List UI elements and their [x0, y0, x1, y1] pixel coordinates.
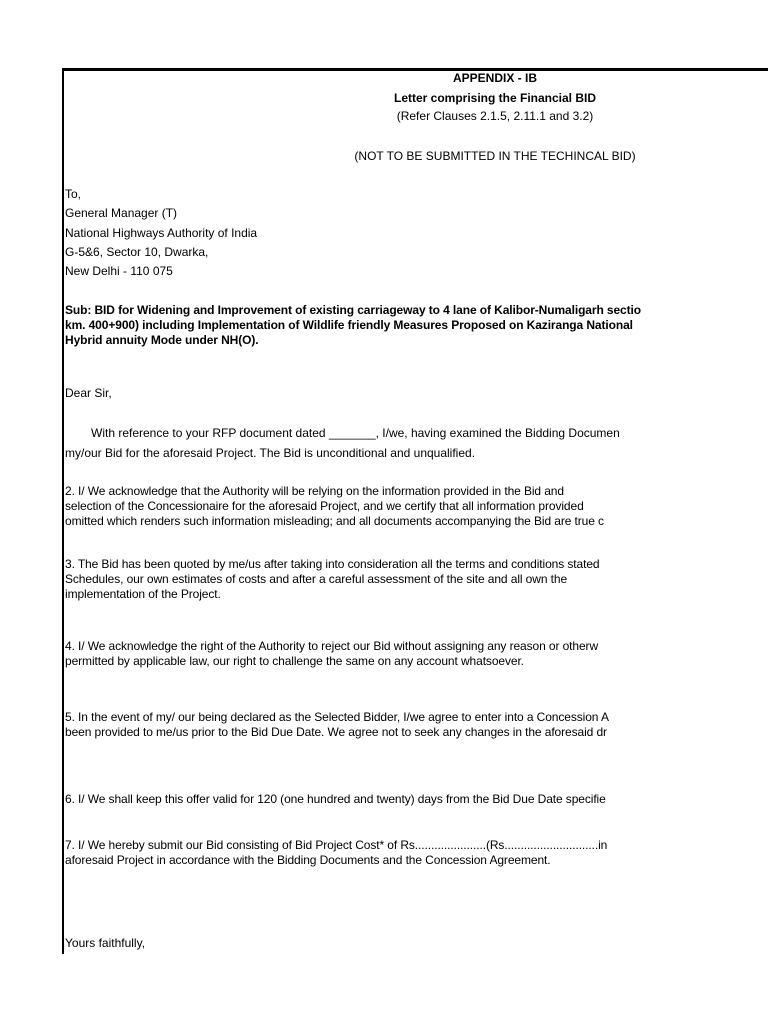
closing-line: Yours faithfully, [65, 936, 146, 950]
paragraph-2-line: omitted which renders such information misleading; and all documents accompanying the Bid are true c [65, 514, 604, 528]
paragraph-6-line: 6. I/ We shall keep this offer valid for 120 (one hundred and twenty) days from the Bid Due Date specifie [65, 792, 606, 806]
address-line: General Manager (T) [65, 206, 178, 220]
address-line: National Highways Authority of India [65, 226, 258, 240]
clauses-reference: (Refer Clauses 2.1.5, 2.11.1 and 3.2) [396, 109, 594, 123]
paragraph-7-line: aforesaid Project in accordance with the Bidding Documents and the Concession Agreement. [65, 853, 551, 867]
salutation: Dear Sir, [65, 386, 112, 400]
paragraph-3-line: implementation of the Project. [65, 587, 221, 601]
paragraph-5-line: 5. In the event of my/ our being declared as the Selected Bidder, I/we agree to enter into a Concession A [65, 710, 609, 724]
letter-title: Letter comprising the Financial BID [393, 91, 597, 105]
paragraph-7-line: 7. I/ We hereby submit our Bid consisting of Bid Project Cost* of Rs......................(Rs.............................in [65, 838, 608, 852]
paragraph-2-line: 2. I/ We acknowledge that the Authority will be relying on the information provided in the Bid and [65, 484, 564, 498]
paragraph-3-line: Schedules, our own estimates of costs and after a careful assessment of the site and all own the [65, 572, 568, 586]
paragraph-2-line: selection of the Concessionaire for the aforesaid Project, and we certify that all information provided [65, 499, 584, 513]
document-sheet [62, 68, 768, 954]
paragraph-4-line: permitted by applicable law, our right to challenge the same on any account whatsoever. [65, 654, 524, 668]
address-to: To, [65, 187, 82, 201]
paragraph-4-line: 4. I/ We acknowledge the right of the Authority to reject our Bid without assigning any reason or otherw [65, 639, 599, 653]
address-line: New Delhi - 110 075 [65, 264, 173, 278]
subject-line: Hybrid annuity Mode under NH(O). [65, 333, 259, 347]
paragraph-1-line: With reference to your RFP document dated _______, I/we, having examined the Bidding Documen [91, 426, 620, 440]
not-technical-note: (NOT TO BE SUBMITTED IN THE TECHINCAL BID) [354, 149, 636, 163]
paragraph-3-line: 3. The Bid has been quoted by me/us after taking into consideration all the terms and conditions stated [65, 557, 600, 571]
paragraph-1-line: my/our Bid for the aforesaid Project. The Bid is unconditional and unqualified. [65, 446, 476, 460]
subject-line: km. 400+900) including Implementation of Wildlife friendly Measures Proposed on Kaziranga National [65, 318, 633, 332]
subject-line: Sub: BID for Widening and Improvement of existing carriageway to 4 lane of Kalibor-Numaligarh sectio [65, 303, 641, 317]
paragraph-5-line: been provided to me/us prior to the Bid Due Date. We agree not to seek any changes in the aforesaid dr [65, 725, 607, 739]
appendix-heading: APPENDIX - IB [452, 71, 537, 85]
address-line: G-5&6, Sector 10, Dwarka, [65, 245, 209, 259]
